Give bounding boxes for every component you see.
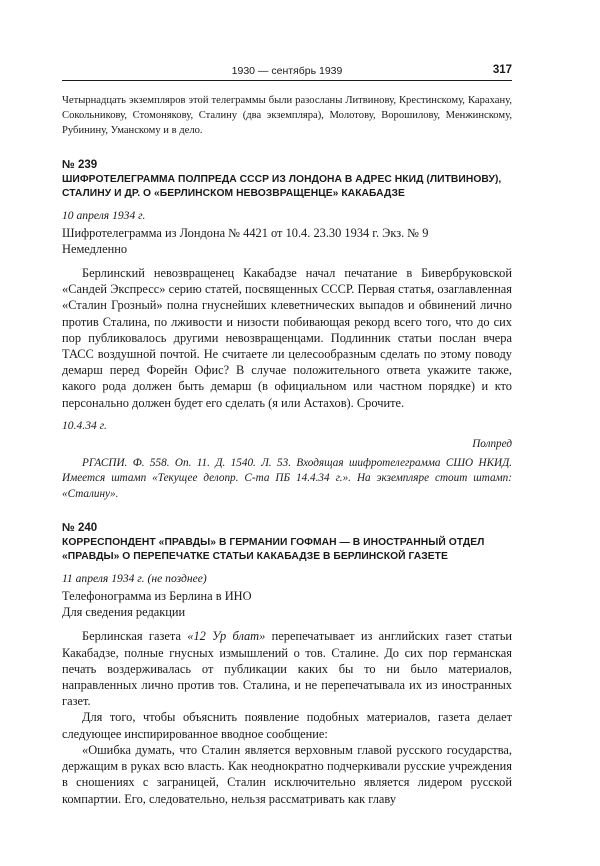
running-header	[62, 64, 512, 81]
date-note: (не позднее)	[147, 572, 207, 586]
body-paragraph: Для того, чтобы объяснить появление подобных материалов, газета делает следующее инспирированное вводное сообщение:	[62, 710, 512, 741]
intro-paragraph: Четырнадцать экземпляров этой телеграммы были разосланы Литвинову, Крестинскому, Карахану, Сокольникову, Стомонякову, Сталину (два экземпляра), Молотову, Ворошилову, Менжинскому, Рубинину, Уманскому и в дело.	[62, 95, 512, 137]
document-body	[62, 265, 512, 411]
meta-line: Немедленно	[62, 241, 128, 256]
document-title: ШИФРОТЕЛЕГРАММА ПОЛПРЕДА СССР ИЗ ЛОНДОНА В АДРЕС НКИД (ЛИТВИНОВУ), СТАЛИНУ И ДР. О «БЕРЛИНСКОМ НЕВОЗВРАЩЕНЦЕ» КАКАБАДЗЕ	[62, 173, 502, 199]
meta-line: Для сведения редакции	[62, 604, 186, 619]
document-240	[62, 522, 512, 807]
body-paragraph: Берлинский невозвращенец Какабадзе начал печатание в Бивербруковской «Сандей Экспресс» серию статей, посвященных СССР. Первая статья, озаглавленная «Сталин Грозный» полна гнуснейших клеветнических выпадов и обвинений лично против Сталина, по лживости и низости побивающая рекорд всего того, что до сих пор публиковалось другими невозвращенцами. Подлинник статьи послан вчера ТАСС воздушной почтой. Не считаете ли целесообразным сделать по этому поводу демарш перед Форейн Офис? В случае положительного ответа укажите также, какого рода должен быть демарш (в официальном или частном порядке) и кто персонально должен будет его сделать (я или Астахов). Срочите.	[62, 266, 512, 410]
document-title: КОРРЕСПОНДЕНТ «ПРАВДЫ» В ГЕРМАНИИ ГОФМАН — В ИНОСТРАННЫЙ ОТДЕЛ «ПРАВДЫ» О ПЕРЕПЕЧАТКЕ СТАТЬИ КАКАБАДЗЕ В БЕРЛИНСКОЙ ГАЗЕТЕ	[62, 537, 485, 563]
newspaper-name: «12 Ур блат»	[187, 629, 266, 644]
archive-reference: РГАСПИ. Ф. 558. Оп. 11. Д. 1540. Л. 53. Входящая шифротелеграмма СШО НКИД. Имеется штамп «Текущее делопр. С-та ПБ 14.4.34 г.». На экземпляре стоит штамп: «Сталину».	[62, 456, 512, 500]
document-page	[62, 64, 512, 807]
body-paragraph: «Ошибка думать, что Сталин является верховным главой русского государства, держащим в руках всю власть. Как неоднократно подчеркивали русские учреждения в сношениях с заграницей, Сталин исключительно является лидером русской компартии. Его, следовательно, нельзя рассматривать как главу	[62, 742, 512, 806]
document-body	[62, 628, 512, 806]
signature: Полпред	[472, 437, 512, 450]
text-run: Берлинская газета	[82, 629, 188, 644]
text-run: перепечатывает из английских газет статьи Какабадзе, полные гнусных измышлений о тов. Сталине. До сих пор германская печать воздерживалась от публикации каких бы то ни было материалов, направленных лично против тов. Сталина, и не перепечатывала их из иностранных газет.	[62, 629, 513, 709]
document-number: № 240	[62, 522, 98, 535]
document-date	[62, 572, 512, 585]
body-paragraph	[62, 628, 512, 709]
running-title: 1930 — сентябрь 1939	[231, 65, 343, 77]
date-main: 11 апреля 1934 г.	[62, 572, 145, 586]
page-number: 317	[492, 64, 512, 76]
document-date: 10 апреля 1934 г.	[62, 209, 146, 223]
document-239	[62, 159, 512, 502]
document-number: № 239	[62, 158, 98, 171]
document-meta	[62, 589, 512, 620]
document-meta	[62, 226, 512, 257]
meta-line: Шифротелеграмма из Лондона № 4421 от 10.4. 23.30 1934 г. Экз. № 9	[62, 226, 429, 241]
signature-date: 10.4.34 г.	[62, 418, 107, 432]
meta-line: Телефонограмма из Берлина в ИНО	[62, 589, 252, 604]
